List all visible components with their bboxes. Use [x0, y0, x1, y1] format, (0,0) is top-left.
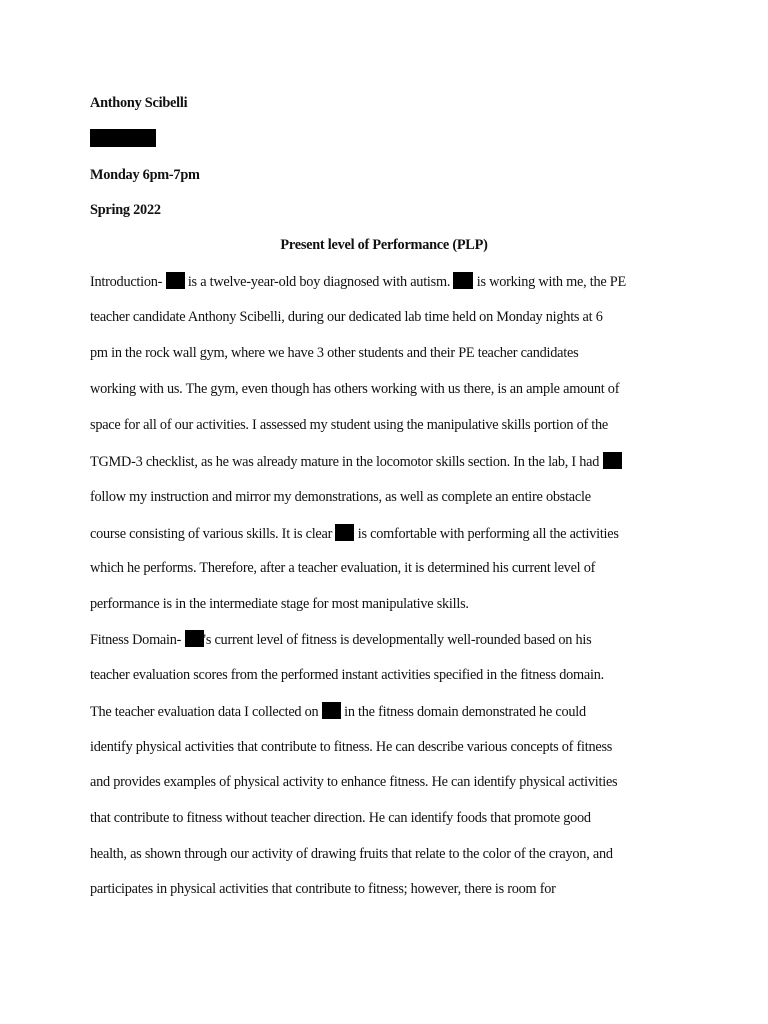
- text-run: in the fitness domain demonstrated he could: [340, 704, 586, 720]
- author-name: Anthony Scibelli: [90, 95, 188, 111]
- paragraph-line: teacher candidate Anthony Scibelli, during our dedicated lab time held on Monday nights at 6: [90, 309, 603, 325]
- paragraph-line: performance is in the intermediate stage for most manipulative skills.: [90, 596, 469, 612]
- term: Spring 2022: [90, 202, 161, 218]
- class-schedule: Monday 6pm-7pm: [90, 167, 200, 183]
- text-run: 's current level of fitness is developmentally well-rounded based on his: [203, 632, 592, 648]
- text-run: The teacher evaluation data I collected on: [90, 704, 322, 720]
- paragraph-line: follow my instruction and mirror my demonstrations, as well as complete an entire obstacle: [90, 489, 591, 505]
- text-run: is comfortable with performing all the activities: [354, 526, 619, 542]
- text-run: Introduction-: [90, 274, 166, 290]
- redacted-block: [90, 129, 156, 147]
- paragraph-line: [90, 272, 626, 291]
- paragraph-line: and provides examples of physical activity to enhance fitness. He can identify physical activities: [90, 774, 618, 790]
- paragraph-line: space for all of our activities. I assessed my student using the manipulative skills portion of the: [90, 417, 609, 433]
- paragraph-line: teacher evaluation scores from the performed instant activities specified in the fitness domain.: [90, 667, 604, 683]
- redacted-name: [185, 630, 204, 647]
- paragraph-line: identify physical activities that contribute to fitness. He can describe various concepts of fitness: [90, 739, 613, 755]
- paragraph-line: which he performs. Therefore, after a teacher evaluation, it is determined his current level of: [90, 560, 596, 576]
- text-run: TGMD-3 checklist, as he was already mature in the locomotor skills section. In the lab, I had: [90, 454, 603, 470]
- redacted-name: [166, 272, 185, 289]
- paragraph-line: [90, 702, 586, 721]
- redacted-name: [322, 702, 341, 719]
- paragraph-line: [90, 452, 622, 471]
- text-run: is a twelve-year-old boy diagnosed with autism.: [184, 274, 454, 290]
- paragraph-line: that contribute to fitness without teacher direction. He can identify foods that promote good: [90, 810, 591, 826]
- paragraph-line: [90, 524, 619, 543]
- paragraph-line: [90, 630, 591, 649]
- text-run: course consisting of various skills. It is clear: [90, 526, 336, 542]
- paragraph-line: pm in the rock wall gym, where we have 3 other students and their PE teacher candidates: [90, 345, 579, 361]
- redacted-name: [335, 524, 354, 541]
- redacted-name: [603, 452, 622, 469]
- text-run: is working with me, the PE: [473, 274, 626, 290]
- paragraph-line: working with us. The gym, even though has others working with us there, is an ample amount of: [90, 381, 620, 397]
- paragraph-line: participates in physical activities that contribute to fitness; however, there is room for: [90, 881, 556, 897]
- redacted-name: [453, 272, 473, 289]
- document-title: Present level of Performance (PLP): [280, 237, 488, 253]
- text-run: Fitness Domain-: [90, 632, 185, 648]
- paragraph-line: health, as shown through our activity of drawing fruits that relate to the color of the crayon, and: [90, 846, 613, 862]
